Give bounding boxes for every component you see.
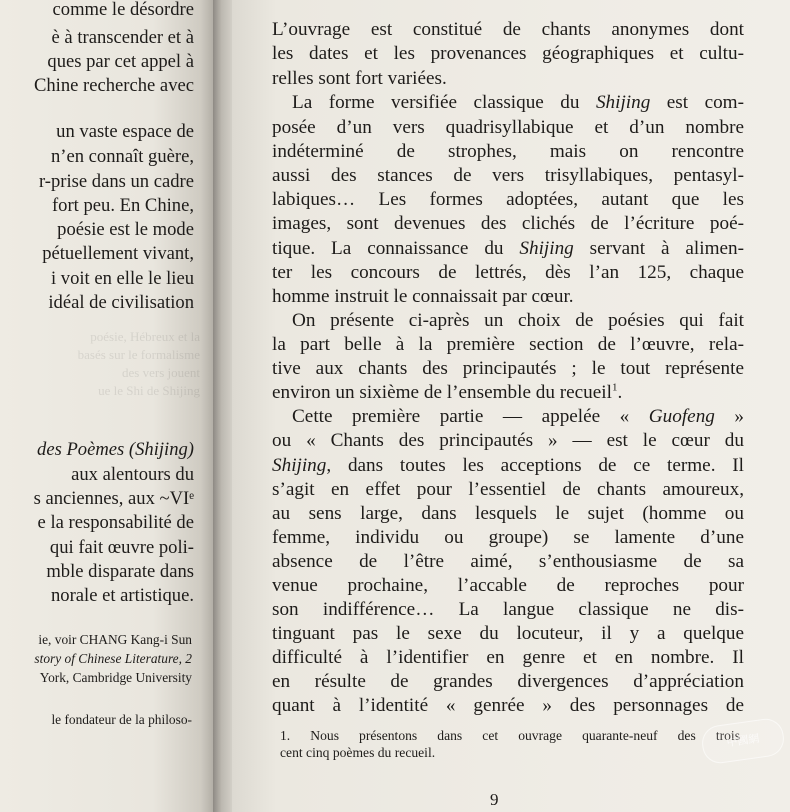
- left-text-line: ques par cet appel à: [47, 51, 194, 72]
- body-line: tive aux chants des principautés ; le tout représente: [272, 358, 744, 379]
- body-line: Shijing, dans toutes les acceptions de ce terme. Il: [272, 455, 744, 476]
- body-line: en résulte de grandes divergences d’appréciation: [272, 671, 744, 692]
- left-footnote-line: York, Cambridge University: [39, 670, 192, 685]
- body-line: absence de l’être aimé, s’enthousiasme de sa: [272, 551, 744, 572]
- body-line: ter les concours de lettrés, dès l’an 125, chaque: [272, 262, 744, 283]
- footnote-line: 1. Nous présentons dans cet ouvrage quarante-neuf des trois: [280, 728, 740, 743]
- left-footnote-line: story of Chinese Literature, 2: [34, 651, 192, 666]
- body-line: ou « Chants des principautés » — est le cœur du: [272, 430, 744, 451]
- left-text-line: poésie est le mode: [57, 219, 194, 240]
- left-text-line: n’en connaît guère,: [50, 146, 194, 167]
- left-text-line: qui fait œuvre poli-: [49, 537, 194, 558]
- body-line: labiques… Les formes adoptées, autant que les: [272, 189, 744, 210]
- body-line: homme instruit le connaissait par cœur.: [272, 286, 574, 307]
- body-line: La forme versifiée classique du Shijing est com-: [292, 92, 744, 113]
- left-text-line: r-prise dans un cadre: [38, 171, 194, 192]
- left-text-line: fort peu. En Chine,: [51, 195, 194, 216]
- body-line: aussi des stances de vers trisyllabiques, pentasyl-: [272, 165, 744, 186]
- left-text-line: è à transcender et à: [51, 27, 194, 48]
- body-line: relles sont fort variées.: [272, 68, 447, 89]
- body-line: la part belle à la première section de l’œuvre, rela-: [272, 334, 744, 355]
- left-text-line: idéal de civilisation: [48, 292, 194, 313]
- right-page: [232, 0, 790, 812]
- footnote-marker: 1: [611, 381, 618, 394]
- body-line: Cette première partie — appelée « Guofeng »: [292, 406, 744, 427]
- left-text-line: des Poèmes (Shijing): [37, 439, 194, 460]
- left-text-line: i voit en elle le lieu: [50, 268, 194, 289]
- left-text-line: s anciennes, aux ~VIᵉ: [33, 488, 194, 509]
- watermark-stamp: 中國網: [700, 716, 786, 765]
- left-text-line: pétuellement vivant,: [42, 243, 194, 264]
- left-text-line: comme le désordre: [52, 0, 194, 20]
- body-line: posée d’un vers quadrisyllabique et d’un nombre: [272, 117, 744, 138]
- body-line: son indifférence… La langue classique ne dis-: [272, 599, 744, 620]
- body-line: tique. La connaissance du Shijing servant à alimen-: [272, 238, 744, 259]
- body-line: indéterminé de strophes, mais on rencontre: [272, 141, 744, 162]
- body-line: L’ouvrage est constitué de chants anonymes dont: [272, 19, 744, 40]
- body-line: s’agit en effet pour l’essentiel de chants amoureux,: [272, 479, 744, 500]
- left-text-line: Chine recherche avec: [33, 75, 194, 96]
- body-line: tinguant pas le sexe du locuteur, il y a quelque: [272, 623, 744, 644]
- body-line-with-footnote: environ un sixième de l’ensemble du recueil$^1$.: [272, 381, 623, 403]
- left-footnote-line: ie, voir CHANG Kang-i Sun: [38, 632, 192, 647]
- left-text-line: aux alentours du: [71, 464, 194, 485]
- body-line: images, sont devenues des clichés de l’écriture poé-: [272, 213, 744, 234]
- page-number: 9: [490, 790, 499, 809]
- body-line: venue prochaine, l’accable de reproches pour: [272, 575, 744, 596]
- left-text-line: norale et artistique.: [50, 585, 194, 606]
- body-line: femme, individu ou groupe) se lamente d’une: [272, 527, 744, 548]
- left-text-line: mble disparate dans: [46, 561, 194, 582]
- body-line: quant à l’identité « genrée » des personnages de: [272, 695, 744, 716]
- body-line: difficulté à l’identifier en genre et en nombre. Il: [272, 647, 744, 668]
- body-line: On présente ci-après un choix de poésies qui fait: [292, 310, 744, 331]
- body-line: au sens large, dans lesquels le sujet (homme ou: [272, 503, 744, 524]
- footnote-line: cent cinq poèmes du recueil.: [280, 745, 436, 760]
- body-line: les dates et les provenances géographiques et cultu-: [272, 43, 744, 64]
- left-text-line: un vaste espace de: [56, 121, 194, 142]
- left-footnote-line: le fondateur de la philoso-: [51, 712, 192, 727]
- left-text-line: e la responsabilité de: [37, 512, 194, 533]
- left-page: comme le désordre è à transcender et à ques par cet appel à Chine recherche avec un vaste espace de n’en connaît guère, r-prise dans un cadre fort peu. En Chine, poésie est le mode pétuellement vivant, i voit en elle le lieu idéal de civilisation poésie, Hébreux et la basés sur le formalisme des vers jouent ue le Shi de Shijing des Poèmes (Shijing) aux alentours du s anciennes, aux ~VIᵉ e la responsabilité de qui fait œuvre poli- mble disparate dans norale et artistique. ie, voir CHANG Kang-i Sun story of Chinese Literature, 2 York, Cambridge University le fondateur de la philoso-: [0, 0, 218, 812]
- body-line: environ un sixième de l’ensemble du recueil: [272, 382, 612, 403]
